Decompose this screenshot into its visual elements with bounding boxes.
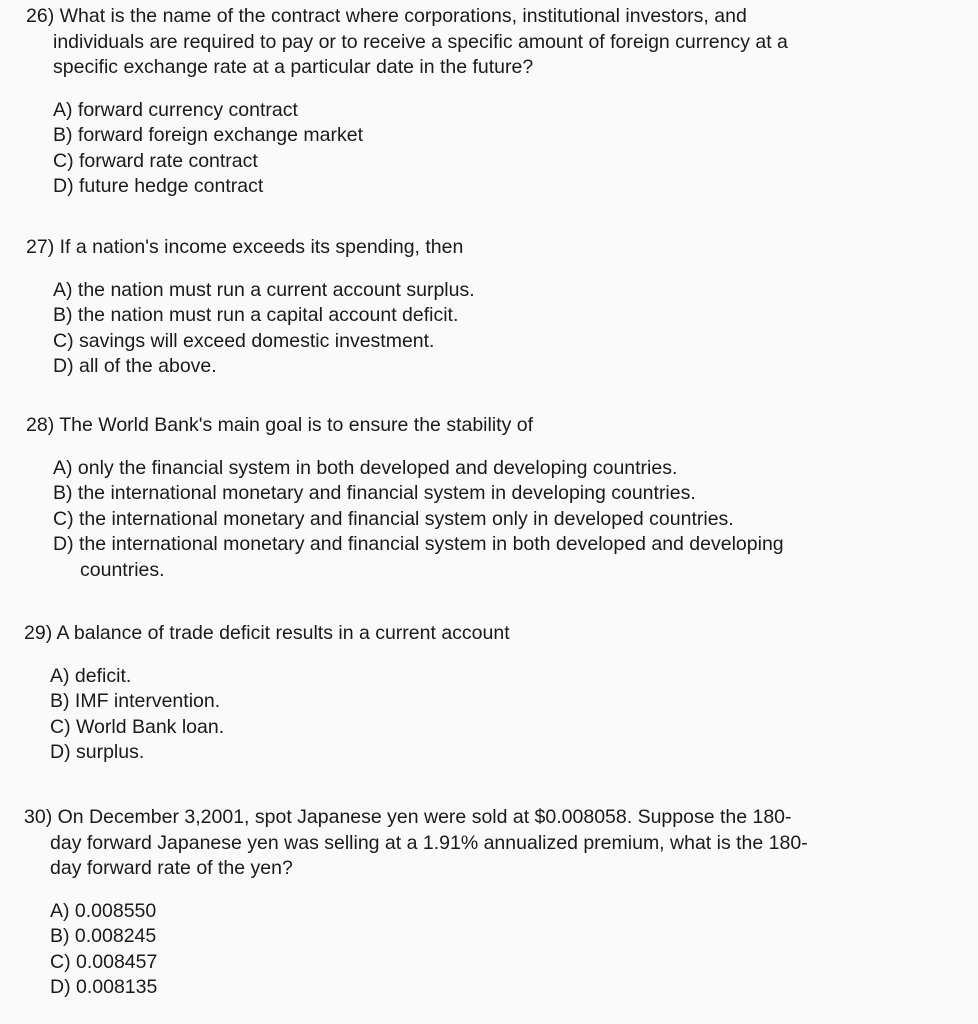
question-stem-text: A balance of trade deficit results in a current account	[56, 622, 510, 644]
question-number: 29)	[24, 622, 53, 644]
question-number: 30)	[24, 806, 53, 828]
question-number: 26)	[26, 5, 55, 27]
question-stem-line: individuals are required to pay or to receive a specific amount of foreign currency at a	[53, 30, 788, 53]
answer-option-a: A) only the financial system in both developed and developing countries.	[53, 456, 678, 479]
answer-option-d: D) 0.008135	[50, 976, 158, 998]
answer-options	[0, 456, 978, 584]
question-stem-text: The World Bank's main goal is to ensure the stability of	[59, 414, 534, 436]
question-stem-text: On December 3,2001, spot Japanese yen were sold at $0.008058. Suppose the 180-	[57, 806, 792, 828]
answer-option-c: C) 0.008457	[50, 950, 158, 973]
answer-option-d: D) surplus.	[50, 741, 145, 763]
answer-option-c: C) World Bank loan.	[50, 715, 225, 738]
question-stem-text: What is the name of the contract where corporations, institutional investors, and	[59, 5, 747, 27]
answer-option-c: C) forward rate contract	[53, 149, 258, 172]
answer-option-b: B) 0.008245	[50, 925, 157, 947]
question-29	[0, 621, 978, 766]
answer-option-c: C) savings will exceed domestic investment.	[53, 329, 435, 352]
answer-options	[0, 664, 978, 766]
answer-options	[0, 899, 978, 1001]
question-stem-text: If a nation's income exceeds its spending, then	[59, 236, 464, 258]
question-26	[0, 4, 978, 200]
question-stem-line: day forward Japanese yen was selling at a 1.91% annualized premium, what is the 180-	[50, 831, 808, 854]
answer-option-b: B) forward foreign exchange market	[53, 124, 363, 146]
question-stem-line: day forward rate of the yen?	[50, 857, 293, 879]
question-28	[0, 413, 978, 583]
question-stem-line: specific exchange rate at a particular date in the future?	[53, 56, 534, 78]
answer-option-a: A) 0.008550	[50, 899, 157, 922]
answer-option-d-continuation: countries.	[80, 558, 165, 581]
answer-option-c: C) the international monetary and financial system only in developed countries.	[53, 507, 734, 530]
question-27	[0, 235, 978, 380]
answer-options	[0, 278, 978, 380]
answer-option-a: A) deficit.	[50, 664, 132, 687]
answer-option-d: D) future hedge contract	[53, 175, 264, 197]
question-number: 27)	[26, 236, 55, 258]
question-stem-line	[0, 805, 978, 831]
answer-option-d: D) the international monetary and financial system in both developed and developing	[53, 533, 784, 555]
question-stem-line	[0, 4, 978, 30]
answer-option-b: B) IMF intervention.	[50, 690, 221, 712]
answer-option-b: B) the international monetary and financial system in developing countries.	[53, 482, 696, 504]
question-stem-line	[0, 235, 978, 261]
answer-options	[0, 98, 978, 200]
answer-option-a: A) forward currency contract	[53, 98, 298, 121]
question-number: 28)	[26, 414, 55, 436]
question-stem-line	[0, 413, 978, 439]
answer-option-b: B) the nation must run a capital account deficit.	[53, 304, 459, 326]
question-30	[0, 805, 978, 1001]
answer-option-d: D) all of the above.	[53, 355, 217, 377]
question-stem-line	[0, 621, 978, 647]
answer-option-a: A) the nation must run a current account surplus.	[53, 278, 475, 301]
